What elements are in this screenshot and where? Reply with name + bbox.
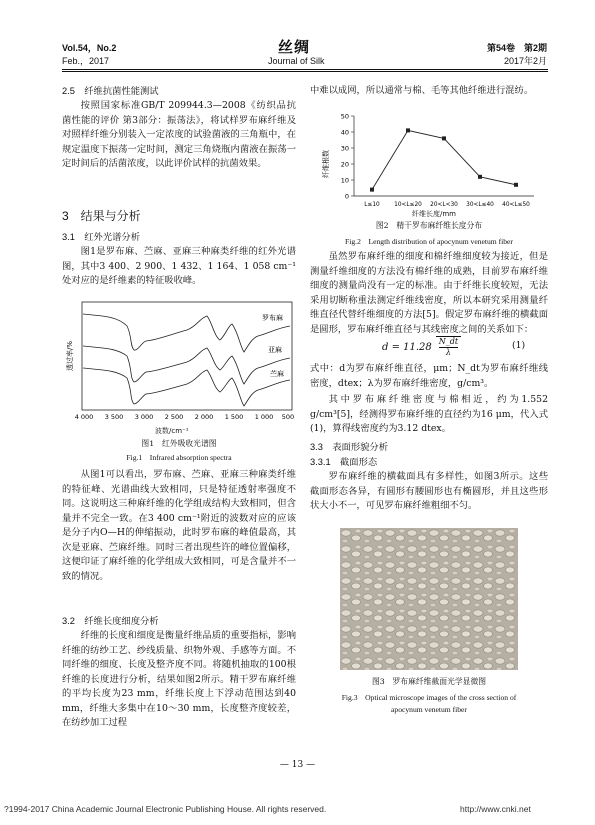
formula-lhs: d = 11.28: [382, 341, 432, 353]
header-left-volume: Vol.54，No.2: [62, 43, 117, 53]
formula-numerator: N_dt: [438, 337, 459, 346]
figure-3-caption-en-2: apocynum venetum fiber: [391, 705, 467, 714]
xtick: 3 000: [134, 413, 154, 421]
y-tick-label: 10: [340, 176, 349, 185]
journal-name: Journal of Silk: [268, 56, 325, 66]
header-rule-thin: [62, 71, 548, 72]
figure-3-caption-cn: 图3 罗布麻纤维截面光学显微图: [371, 677, 487, 686]
figure-1-ir-spectra: [62, 296, 296, 426]
xtick: 2 000: [194, 413, 214, 421]
header-left-date: Feb.，2017: [62, 56, 110, 66]
section-3-3-1-title: 3.3.1 截面形态: [310, 457, 378, 467]
figure-3-caption-en-1: Fig.3 Optical microscope images of the cross section of: [341, 693, 517, 702]
data-point: [370, 188, 374, 192]
formula-denominator: λ: [445, 348, 451, 357]
x-tick-label: 40<L≤50: [502, 202, 530, 208]
spectrum-zhuma: [83, 368, 290, 406]
section-2-5-title: 2.5 纤维抗菌性能测试: [62, 86, 159, 96]
figure-1-caption-en: Fig.1 Infrared absorption spectra: [126, 453, 232, 462]
figure-1-xticks: [75, 413, 295, 421]
right-top-body: 中难以成网，所以通常与棉、毛等其他纤维进行混纺。: [310, 85, 534, 96]
section-3-1-body: 图1是罗布麻、苎麻、亚麻三种麻类纤维的红外光谱图，其中3 400、2 900、1 432、1 164、1 058 cm⁻¹处对应的是纤维素的特征吸收峰。: [62, 246, 296, 286]
header-right-date: 2017年2月: [503, 56, 547, 66]
section-3-2-body: 纤维的长度和细度是衡量纤维品质的重要指标，影响纤维的纺纱工艺、纱线质量、织物外观、手感等方面。不同纤维的细度、长度及整齐度不同。将随机抽取的100根纤维的长度进行分析，结果如图2所示。精干罗布麻纤维的平均长度为23 mm，纤维长度上下浮动范围达到40 mm，纤维大多集中在10～30 mm，长度整齐度较差，在纺纱加工过程: [62, 630, 296, 728]
journal-logo: 丝绸: [278, 38, 311, 56]
figure-2-length-distribution: [318, 112, 540, 220]
legend-luobuma: 罗布麻: [262, 314, 283, 322]
figure-3-micrograph: [340, 528, 518, 670]
y-tick-label: 30: [340, 144, 349, 153]
section-3-1-body-2: 从图1可以看出，罗布麻、苎麻、亚麻三种麻类纤维的特征峰、光谱曲线大致相同，只是特征透射率强度不同。这说明这三种麻纤维的化学组成结构大致相同，但含量并不完全一致。在3 400 cm⁻¹附近的波数对应的应该是分子内O—H的伸缩振动，此时罗布麻的峰值最高，其次是亚麻、苎麻纤维。同时三者出现些许的峰位置偏移，这便印证了麻纤维的化学组成大致相同，可是含量并不一致的情况。: [62, 469, 296, 582]
x-tick-label: L≤10: [364, 202, 380, 208]
density-body: 其中罗布麻纤维密度与棉相近，约为1.552 g/cm³[5]，经测得罗布麻纤维的直径约为16 μm，代入式(1)，算得线密度约为3.12 dtex。: [310, 394, 548, 434]
spectrum-luobuma: [83, 314, 290, 352]
header-right-volume: 第54卷 第2期: [486, 43, 547, 53]
figure-1-ylabel: 透过率/%: [66, 340, 74, 372]
xtick: 500: [281, 413, 295, 421]
formula-number: (1): [512, 340, 526, 351]
data-point: [406, 128, 410, 132]
formula-1: [382, 336, 461, 358]
y-tick-label: 50: [340, 112, 349, 121]
cnki-url[interactable]: http://www.cnki.net: [460, 804, 531, 814]
legend-yama: 亚麻: [268, 346, 282, 354]
formula-definition: 式中：d为罗布麻纤维直径，μm；N_dt为罗布麻纤维线密度，dtex；λ为罗布麻纤维密度，g/cm³。: [310, 363, 548, 389]
x-tick-label: 10<L≤20: [394, 202, 422, 208]
x-tick-label: 30<L≤40: [466, 202, 494, 208]
figure-2-ylabel: 纤维根数: [322, 150, 330, 178]
section-3-2-body-2: 虽然罗布麻纤维的细度和棉纤维细度较为接近，但是测量纤维细度的方法没有棉纤维的成熟，目前罗布麻纤维细度的测量尚没有一定的标准。由于纤维长度较短，无法采用切断称重法测定纤维线密度，所以本研究采用测量纤维直径代替纤维细度的方法[5]。假定罗布麻纤维的横截面是圆形，罗布麻纤维直径与其线密度之间的关系如下：: [310, 251, 548, 335]
figure-2-caption-en: Fig.2 Length distribution of apocynum venetum fiber: [345, 237, 513, 246]
section-3-title: 3 结果与分析: [62, 209, 141, 223]
section-3-1-title: 3.1 红外光谱分析: [62, 232, 141, 242]
xtick: 3 500: [104, 413, 124, 421]
figure-2-xlabel: 纤维长度/mm: [412, 210, 456, 218]
xtick: 1 500: [224, 413, 244, 421]
section-3-2-title: 3.2 纤维长度细度分析: [62, 616, 159, 626]
spectrum-yama: [83, 346, 290, 384]
figure-1-caption-cn: 图1 红外吸收光谱图: [141, 439, 217, 448]
data-point: [514, 183, 518, 187]
data-point: [442, 136, 446, 140]
header-rule: [62, 69, 548, 70]
data-point: [478, 175, 482, 179]
figure-1-xlabel: 波数/cm⁻¹: [155, 427, 189, 435]
legend-zhuma: 苎麻: [270, 370, 284, 378]
page-number: — 13 —: [279, 760, 316, 770]
figure-2-caption-cn: 图2 精干罗布麻纤维长度分布: [375, 221, 483, 230]
copyright-line: ?1994-2017 China Academic Journal Electronic Publishing House. All rights reserved.: [4, 804, 327, 814]
y-tick-label: 20: [340, 160, 349, 169]
section-3-3-title: 3.3 表面形貌分析: [310, 442, 389, 452]
y-tick-label: 40: [340, 128, 349, 137]
section-2-5-body: 按照国家标准GB/T 209944.3—2008《纺织品抗菌性能的评价 第3部分：振荡法》，将试样罗布麻纤维及对照样纤维分别装入一定浓度的试验菌液的三角瓶中，在规定温度下振荡一定时间，测定三角烧瓶内菌液在振荡一定时间后的活菌浓度，以此评价试样的抗菌效果。: [62, 100, 296, 169]
xtick: 2 500: [164, 413, 184, 421]
y-tick-label: 0: [344, 192, 349, 201]
xtick: 1 000: [254, 413, 274, 421]
section-3-3-1-body: 罗布麻纤维的横截面具有多样性，如图3所示。这些截面形态各异，有圆形有腰圆形也有椭圆形，并且这些形状大小不一，可见罗布麻纤维粗细不匀。: [310, 471, 548, 511]
xtick: 4 000: [74, 413, 94, 421]
x-tick-label: 20<L<30: [430, 202, 458, 208]
